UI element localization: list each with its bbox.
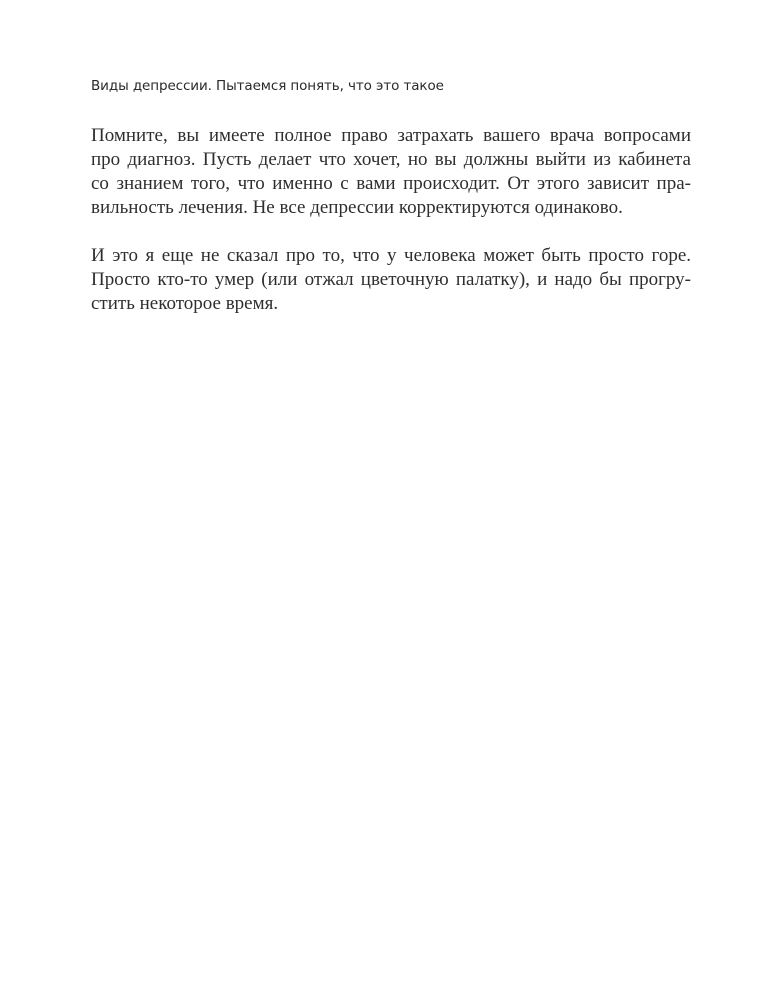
text-line: Просто кто-то умер (или отжал цветочную палатку), и надо бы прогру- xyxy=(91,269,691,290)
text-line: про диагноз. Пусть делает что хочет, но вы должны выйти из кабинета xyxy=(91,149,691,170)
paragraph-spacer xyxy=(91,220,691,244)
text-line: И это я еще не сказал про то, что у человека может быть просто горе. xyxy=(91,245,691,266)
text-line: со знанием того, что именно с вами происходит. От этого зависит пра- xyxy=(91,173,691,194)
text-line: Помните, вы имеете полное право затрахать вашего врача вопросами xyxy=(91,125,691,146)
body-text xyxy=(91,124,691,316)
text-line: вильность лечения. Не все депрессии корректируются одинаково. xyxy=(91,197,623,218)
paragraph-2 xyxy=(91,244,691,316)
text-line: стить некоторое время. xyxy=(91,293,279,314)
paragraph-1 xyxy=(91,124,691,220)
running-header: Виды депрессии. Пытаемся понять, что это такое xyxy=(91,78,444,94)
